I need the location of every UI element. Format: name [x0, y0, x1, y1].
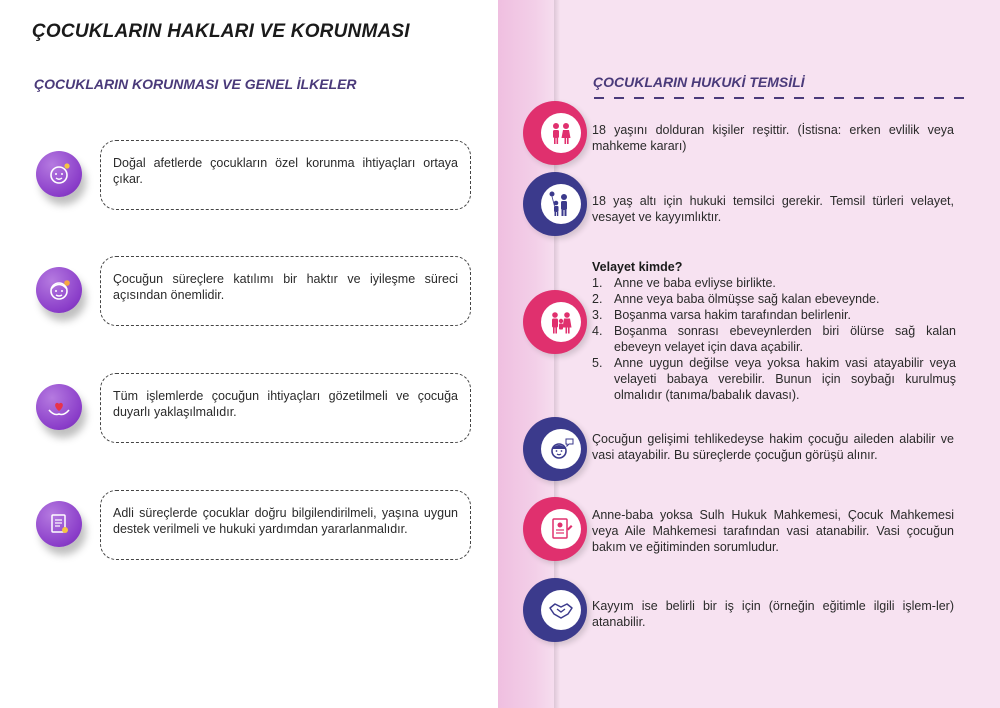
velayet-item-text: Boşanma sonrası ebeveynlerden biri ölürse sağ kalan ebeveyn velayet için dava açabilir.: [614, 324, 956, 354]
couple-icon: [523, 101, 587, 165]
dashed-divider: [594, 97, 974, 99]
parent-child-icon: [523, 172, 587, 236]
velayet-list-item: [592, 355, 956, 403]
velayet-item-text: Boşanma varsa hakim tarafından belirlenir.: [614, 308, 851, 322]
right-item-6-text: Kayyım ise belirli bir iş için (örneğin eğitimle ilgili işlem-ler) atanabilir.: [592, 599, 954, 629]
velayet-item-text: Anne ve baba evliyse birlikte.: [614, 276, 776, 290]
family-icon: [523, 290, 587, 354]
velayet-title: Velayet kimde?: [592, 260, 683, 274]
legal-document-icon: [36, 501, 82, 547]
velayet-item-number: 5.: [592, 356, 603, 370]
velayet-item-number: 1.: [592, 276, 603, 290]
velayet-block: [592, 259, 956, 403]
velayet-item-number: 3.: [592, 308, 603, 322]
velayet-list: [592, 275, 956, 403]
left-item-1: [100, 140, 471, 210]
left-item-4-text: Adli süreçlerde çocuklar doğru bilgilendirilmeli, yaşına uygun destek verilmeli ve hukuki yardımdan yararlanmalıdır.: [113, 506, 458, 536]
left-item-4: [100, 490, 471, 560]
right-item-2-text: 18 yaş altı için hukuki temsilci gerekir. Temsil türleri velayet, vesayet ve kayyımlıktır.: [592, 194, 954, 224]
velayet-item-number: 4.: [592, 324, 603, 338]
child-speech-icon: [523, 417, 587, 481]
right-item-1-text: 18 yaşını dolduran kişiler reşittir. (İstisna: erken evlilik veya mahkeme kararı): [592, 123, 954, 153]
left-item-3: [100, 373, 471, 443]
velayet-list-item: [592, 307, 956, 323]
handshake-icon: [523, 578, 587, 642]
right-item-4-text: Çocuğun gelişimi tehlikedeyse hakim çocuğu aileden alabilir ve vasi atayabilir. Bu süreçlerde çocuğun görüşü alınır.: [592, 432, 954, 462]
right-item-5-text: Anne-baba yoksa Sulh Hukuk Mahkemesi, Çocuk Mahkemesi veya Aile Mahkemesi tarafından vasi atanabilir. Vasi çocuğun bakım ve eğitiminden sorumludur.: [592, 508, 954, 554]
page-title: ÇOCUKLARIN HAKLARI VE KORUNMASI: [32, 21, 410, 42]
left-item-2-text: Çocuğun süreçlere katılımı bir haktır ve iyileşme süreci açısından önemlidir.: [113, 272, 458, 302]
left-section-heading: ÇOCUKLARIN KORUNMASI VE GENEL İLKELER: [34, 76, 357, 92]
velayet-list-item: [592, 323, 956, 355]
right-section-heading: ÇOCUKLARIN HUKUKİ TEMSİLİ: [593, 74, 805, 90]
velayet-item-text: Anne uygun değilse veya yoksa hakim vasi atayabilir veya velayeti babaya verebilir. Bunun için soybağı kurulmuş olmalıdır (tanıma/babalık davası).: [614, 356, 956, 402]
velayet-list-item: [592, 275, 956, 291]
heart-hands-icon: [36, 384, 82, 430]
child-face-icon: [36, 151, 82, 197]
velayet-item-text: Anne veya baba ölmüşse sağ kalan ebeveynde.: [614, 292, 880, 306]
left-item-3-text: Tüm işlemlerde çocuğun ihtiyaçları gözetilmeli ve çocuğa duyarlı yaklaşılmalıdır.: [113, 389, 458, 419]
velayet-list-item: [592, 291, 956, 307]
court-document-icon: [523, 497, 587, 561]
left-item-1-text: Doğal afetlerde çocukların özel korunma ihtiyaçları ortaya çıkar.: [113, 156, 458, 186]
left-item-2: [100, 256, 471, 326]
girl-face-icon: [36, 267, 82, 313]
velayet-item-number: 2.: [592, 292, 603, 306]
